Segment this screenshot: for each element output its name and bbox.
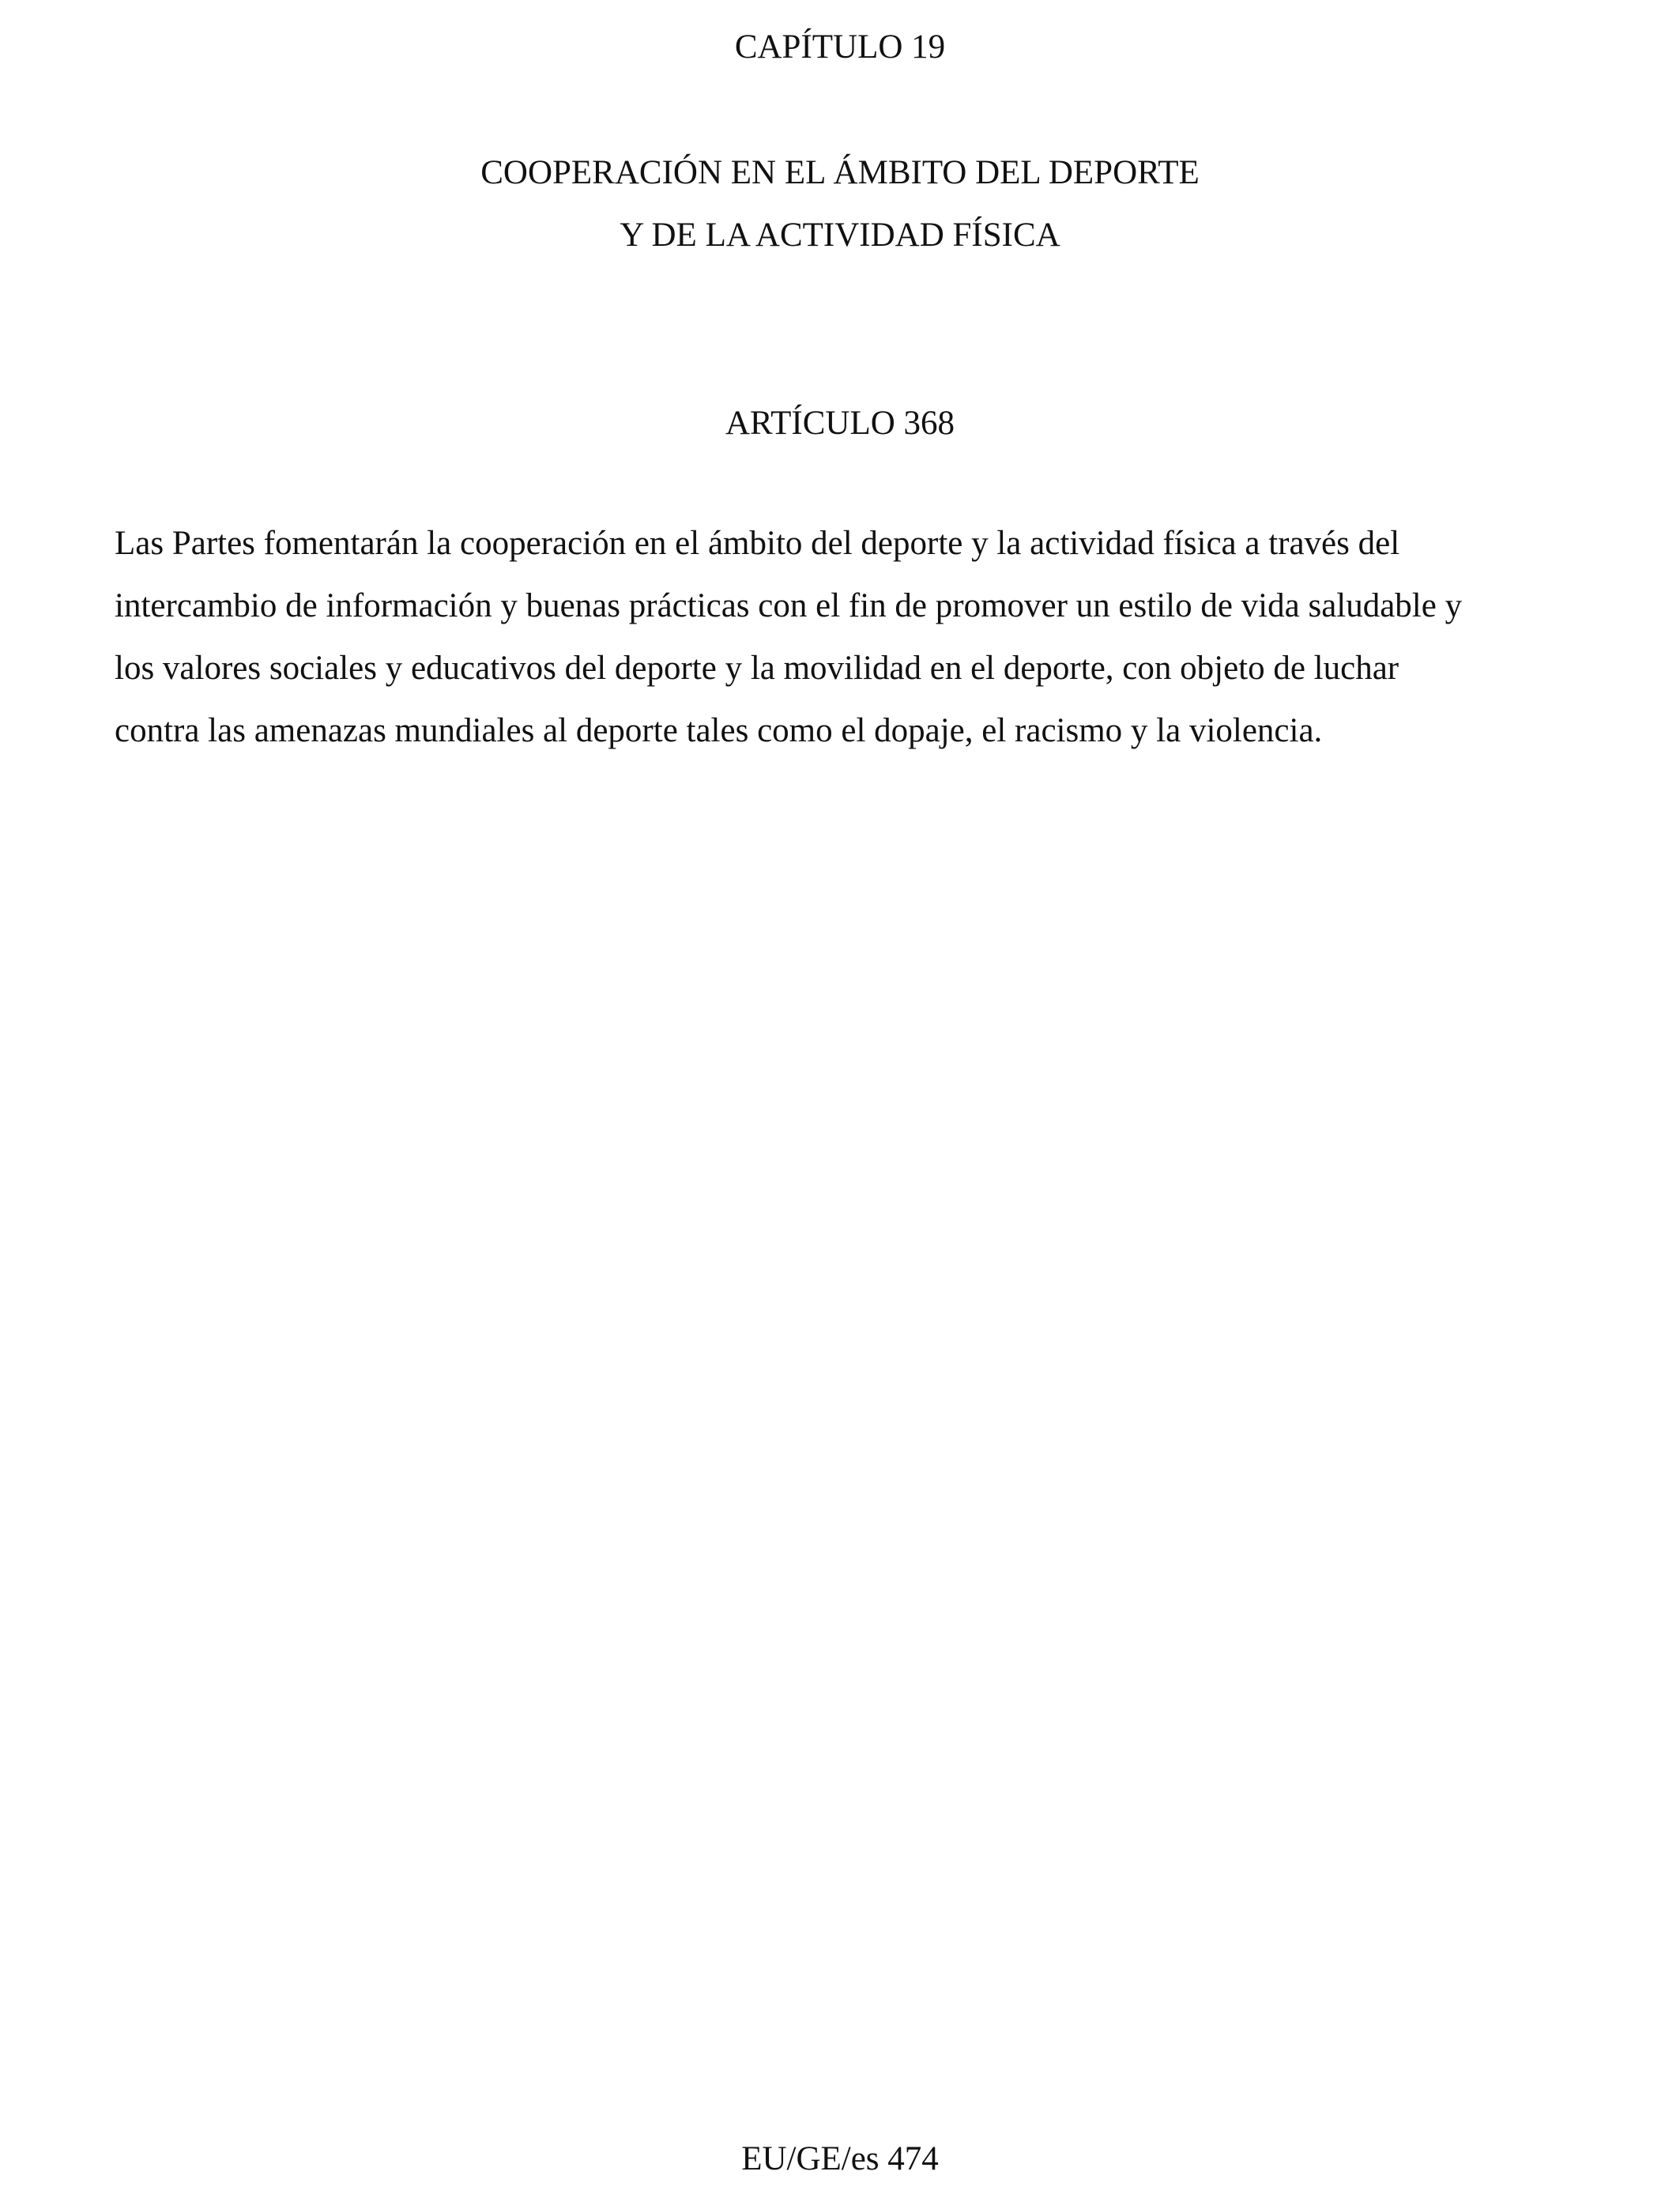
chapter-heading: CAPÍTULO 19 (734, 28, 946, 66)
chapter-title-line-2: Y DE LA ACTIVIDAD FÍSICA (620, 217, 1060, 254)
article-body (115, 522, 1576, 771)
page-footer-reference: EU/GE/es 474 (741, 2140, 939, 2177)
article-body-line-3: los valores sociales y educativos del deporte y la movilidad en el deporte, con objeto de luchar (115, 650, 1399, 687)
article-body-line-4: contra las amenazas mundiales al deporte tales como el dopaje, el racismo y la violencia. (115, 712, 1323, 749)
chapter-title-line-1: COOPERACIÓN EN EL ÁMBITO DEL DEPORTE (480, 154, 1200, 191)
article-heading: ARTÍCULO 368 (725, 405, 955, 442)
article-body-line-1: Las Partes fomentarán la cooperación en el ámbito del deporte y la actividad física a través del (115, 525, 1400, 562)
article-body-line-2: intercambio de información y buenas prácticas con el fin de promover un estilo de vida saludable y (115, 587, 1463, 624)
